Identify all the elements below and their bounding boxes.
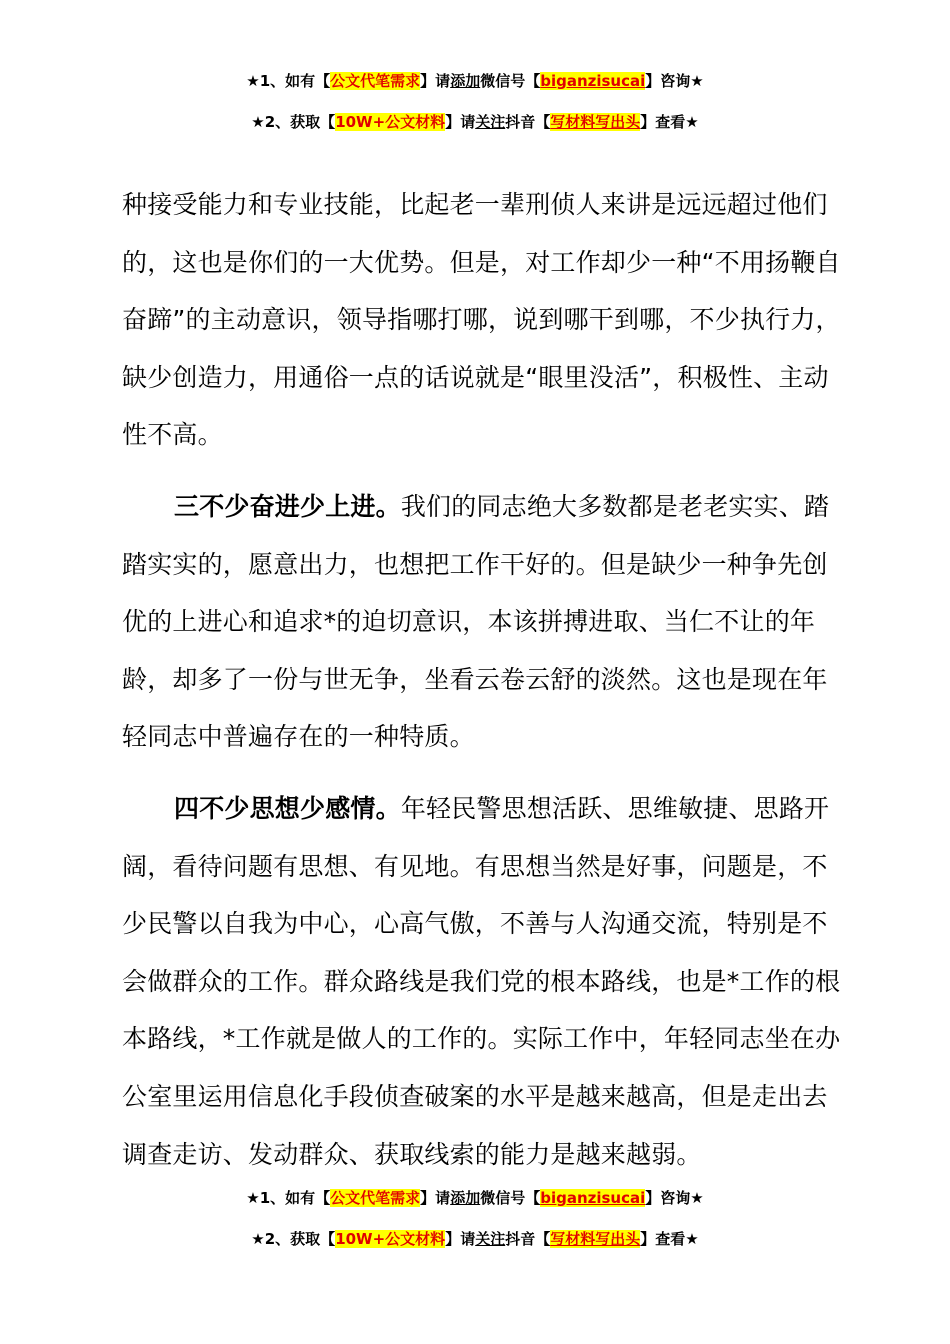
banner-underline: 关注 bbox=[475, 113, 506, 131]
banner-text: 】请 bbox=[445, 113, 476, 131]
banner-douyin-id: 写材料写出头 bbox=[550, 113, 641, 131]
banner-text: ★2、获取【 bbox=[251, 1230, 336, 1248]
banner-text: 抖音【 bbox=[505, 1230, 551, 1248]
paragraph-three bbox=[122, 478, 852, 766]
banner-douyin-id: 写材料写出头 bbox=[550, 1230, 641, 1248]
paragraph-lead: 四不少思想少感情。 bbox=[174, 793, 401, 823]
banner-highlight: 公文代笔需求 bbox=[330, 1189, 421, 1207]
document-body bbox=[122, 176, 852, 1197]
banner-wechat-id: biganzisucai bbox=[540, 1189, 646, 1207]
banner-highlight: 10W+公文材料 bbox=[335, 113, 446, 131]
banner-text: 】请 bbox=[420, 72, 451, 90]
paragraph-text: 我们的同志绝大多数都是老老实实、踏踏实实的，愿意出力，也想把工作干好的。但是缺少一种争先创优的上进心和追求*的迫切意识，本该拼搏进取、当仁不让的年龄，却多了一份与世无争，坐看云卷云舒的淡然。这也是现在年轻同志中普遍存在的一种特质。 bbox=[122, 491, 830, 752]
banner-text: 抖音【 bbox=[505, 113, 551, 131]
banner-highlight: 公文代笔需求 bbox=[330, 72, 421, 90]
banner-text: ★1、如有【 bbox=[246, 1189, 331, 1207]
banner-text: 】请 bbox=[420, 1189, 451, 1207]
banner-text: ★2、获取【 bbox=[251, 113, 336, 131]
paragraph-text: 年轻民警思想活跃、思维敏捷、思路开阔，看待问题有思想、有见地。有思想当然是好事，问题是，不少民警以自我为中心，心高气傲，不善与人沟通交流，特别是不会做群众的工作。群众路线是我们党的根本路线，也是*工作的根本路线，*工作就是做人的工作的。实际工作中，年轻同志坐在办公室里运用信息化手段侦查破案的水平是越来越高，但是走出去调查走访、发动群众、获取线索的能力是越来越弱。 bbox=[122, 793, 841, 1169]
banner-underline: 添加 bbox=[450, 1189, 481, 1207]
banner-highlight: 10W+公文材料 bbox=[335, 1230, 446, 1248]
banner-text: 微信号【 bbox=[480, 72, 541, 90]
banner-text: 】查看★ bbox=[640, 113, 699, 131]
banner-underline: 关注 bbox=[475, 1230, 506, 1248]
banner-text: 】咨询★ bbox=[645, 72, 704, 90]
header-banner-line-1 bbox=[0, 70, 950, 92]
footer-banner-line-1 bbox=[0, 1187, 950, 1209]
paragraph-four bbox=[122, 780, 852, 1183]
banner-text: 】查看★ bbox=[640, 1230, 699, 1248]
banner-text: 】请 bbox=[445, 1230, 476, 1248]
banner-text: 微信号【 bbox=[480, 1189, 541, 1207]
paragraph-continuation bbox=[122, 176, 852, 464]
paragraph-text: 种接受能力和专业技能，比起老一辈刑侦人来讲是远远超过他们的，这也是你们的一大优势。但是，对工作却少一种“不用扬鞭自奋蹄”的主动意识，领导指哪打哪，说到哪干到哪，不少执行力，缺少创造力，用通俗一点的话说就是“眼里没活”，积极性、主动性不高。 bbox=[122, 190, 841, 450]
footer-banner-line-2 bbox=[0, 1228, 950, 1250]
banner-text: ★1、如有【 bbox=[246, 72, 331, 90]
banner-underline: 添加 bbox=[450, 72, 481, 90]
paragraph-lead: 三不少奋进少上进。 bbox=[174, 491, 401, 521]
header-banner-line-2 bbox=[0, 111, 950, 133]
banner-text: 】咨询★ bbox=[645, 1189, 704, 1207]
banner-wechat-id: biganzisucai bbox=[540, 72, 646, 90]
